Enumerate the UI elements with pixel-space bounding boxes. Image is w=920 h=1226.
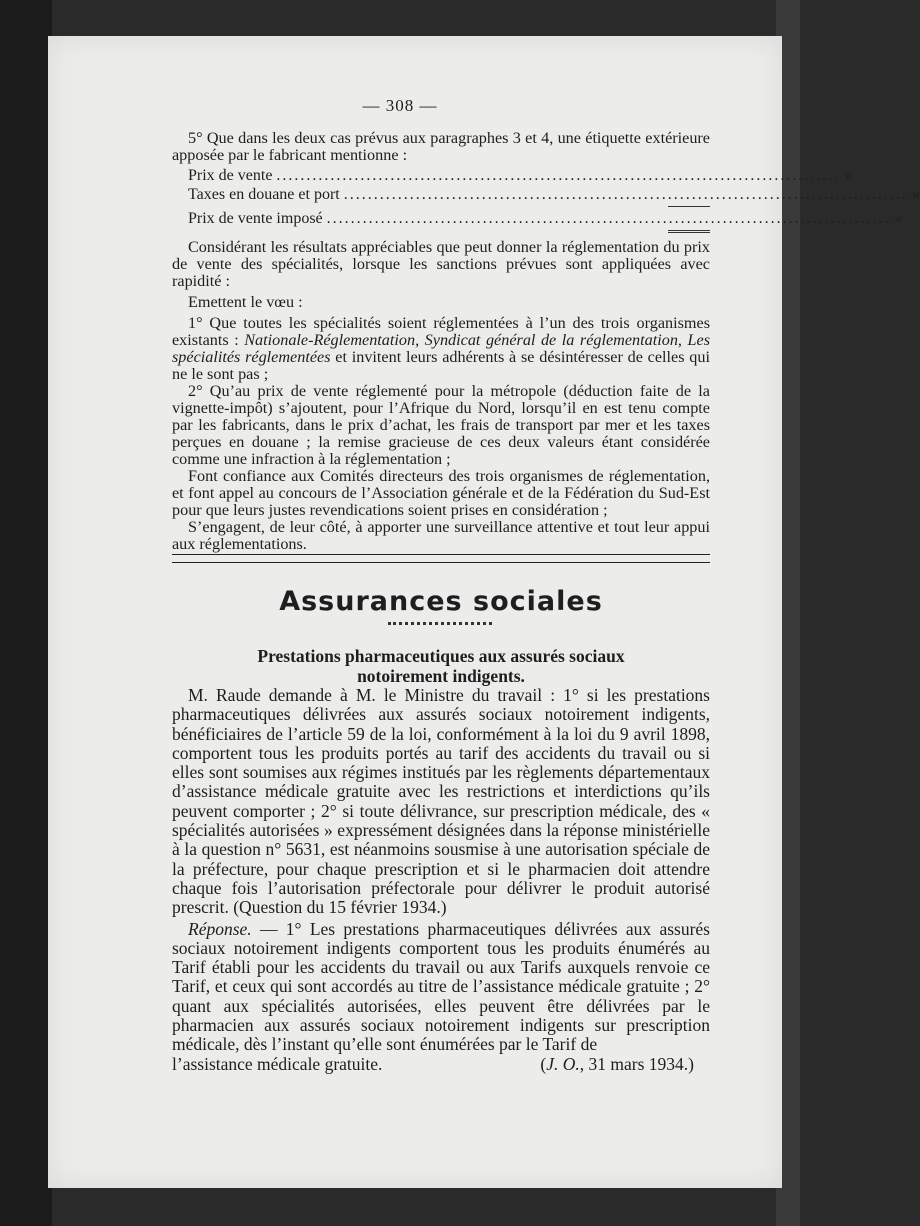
section-title: Assurances sociales bbox=[279, 586, 603, 617]
price-line bbox=[172, 209, 903, 228]
answer-label: Réponse. bbox=[188, 918, 252, 939]
price-label: Prix de vente bbox=[188, 167, 273, 184]
subtitle bbox=[172, 646, 710, 686]
item-1-end: et invitent leurs adhérents à se désintéresser de celles qui ne le sont pas ; bbox=[172, 348, 710, 383]
sum-rule bbox=[668, 206, 710, 207]
answer-text: — 1° Les prestations pharmaceutiques délivrées aux assurés sociaux notoirement indigents comportent tous les produits énumérés au Tarif établi pour les accidents du travail ou aux Tarifs auxquels renvoie ce Tarif, et ceux qui sont accordés au titre de l’assistance médicale gratuite ; 2° quant aux spécialités autorisées, elles peuvent être délivrées par le pharmacien aux assurés sociaux notoirement indigents sur prescription médicale, dès l’instant qu’elle sont énumérées par le Tarif de bbox=[172, 918, 710, 1055]
price-label: Taxes en douane et port bbox=[188, 186, 340, 203]
section-divider bbox=[172, 562, 710, 563]
total-rule bbox=[668, 230, 710, 235]
body-paragraph: Font confiance aux Comités directeurs des trois organismes de réglementation, et font appel au concours de l’Association générale et de la Fédération du Sud-Est pour que leurs justes revendications soient prises en considération ; bbox=[172, 467, 710, 519]
item-1-start: 1° Que toutes les spécialités soient réglementées à l’un des trois organismes existants : bbox=[172, 314, 710, 349]
upper-section bbox=[172, 129, 920, 553]
body-paragraph: Considérant les résultats appréciables que peut donner la réglementation du prix de vente des spécialités, lorsque les sanctions prévues sont appliquées avec rapidité : bbox=[172, 238, 710, 290]
leader-dots: .............................................................................................. bbox=[326, 210, 891, 227]
citation-date: , 31 mars 1934.) bbox=[579, 1053, 694, 1074]
price-value: » bbox=[911, 186, 920, 203]
leader-dots: .............................................................................................. bbox=[343, 186, 908, 203]
citation bbox=[540, 1055, 710, 1074]
body-paragraph: Emettent le vœu : bbox=[188, 293, 303, 311]
item-1-orgs: Nationale-Réglementation, Syndicat général de la réglementation, Les spécialités réglementées bbox=[172, 331, 710, 366]
price-line bbox=[172, 166, 853, 185]
price-line bbox=[172, 185, 920, 204]
price-value: » bbox=[844, 167, 853, 184]
question-paragraph: M. Raude demande à M. le Ministre du travail : 1° si les prestations pharmaceutiques délivrées aux assurés sociaux notoirement indigents, bénéficiaires de l’article 59 de la loi, conformément à la loi du 9 avril 1898, comportent tous les produits portés au tarif des accidents du travail ou si elles sont soumises aux régimes institués par les règlements départementaux d’assistance médicale gratuite avec les restrictions et interdictions qu’ils peuvent comporter ; 2° si toute délivrance, sur prescription médicale, des « spécialités autorisées » expressément désignées dans la réponse ministérielle à la question n° 5631, est néanmoins sousmise à une autorisation spéciale de la préfecture, pour chaque prescription et si le pharmacien doit attendre chaque fois l’autorisation préfectorale pour délivrer le produit autorisé prescrit. (Question du 15 février 1934.) bbox=[172, 685, 710, 918]
citation-open: ( bbox=[540, 1053, 547, 1074]
page-number: — 308 — bbox=[362, 96, 438, 115]
item-1-paragraph bbox=[172, 315, 710, 383]
body-paragraph: 2° Qu’au prix de vente réglementé pour la métropole (déduction faite de la vignette-impôt) s’ajoutent, pour l’Afrique du Nord, lorsqu’il en est tenu compte par les fabricants, dans le prix d’achat, les frais de transport par mer et les taxes perçues en douane ; la remise gracieuse de ces deux valeurs étant considérée comme une infraction à la réglementation ; bbox=[172, 382, 710, 468]
title-ornament bbox=[388, 622, 492, 625]
scan-edge-left bbox=[0, 0, 52, 1226]
answer-last: l’assistance médicale gratuite. bbox=[172, 1053, 383, 1074]
leader-dots: .............................................................................................. bbox=[276, 167, 841, 184]
subtitle-line: Prestations pharmaceutiques aux assurés sociaux bbox=[257, 646, 625, 666]
body-paragraph: S’engagent, de leur côté, à apporter une surveillance attentive et tout leur appui aux réglementations. bbox=[172, 518, 710, 553]
price-value: » bbox=[894, 210, 903, 227]
price-label: Prix de vente imposé bbox=[188, 210, 323, 227]
citation-journal: J. O. bbox=[546, 1053, 580, 1074]
subtitle-line: notoirement indigents. bbox=[357, 666, 525, 686]
intro-paragraph: 5° Que dans les deux cas prévus aux paragraphes 3 et 4, une étiquette extérieure apposée par le fabricant mentionne : bbox=[172, 129, 710, 164]
answer-last-line bbox=[172, 1055, 710, 1074]
section-divider bbox=[172, 554, 710, 555]
answer-paragraph bbox=[172, 920, 710, 1055]
question-answer-block bbox=[172, 686, 710, 1074]
